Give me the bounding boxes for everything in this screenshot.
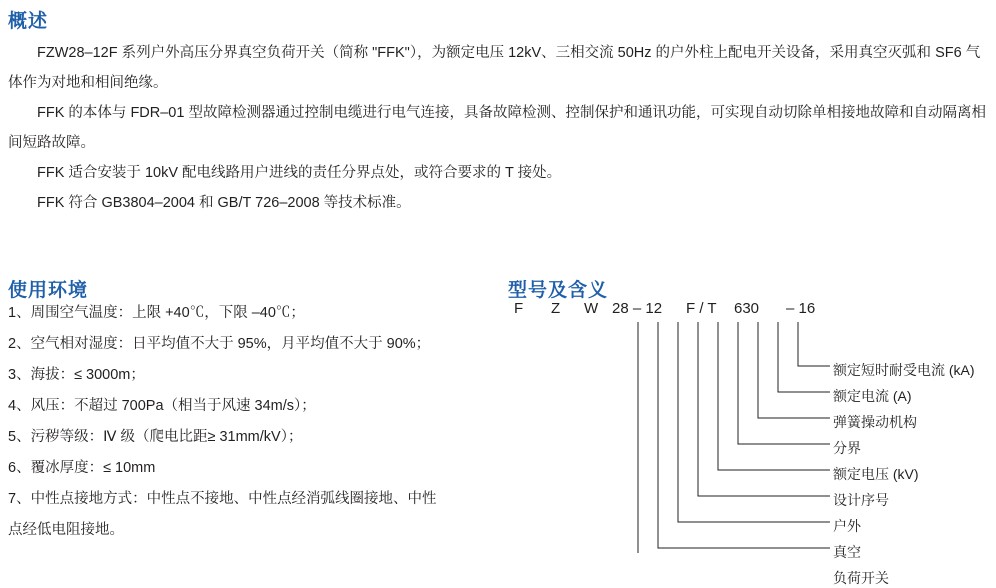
model-code-part-16: – 16 <box>786 300 816 317</box>
model-code-part-ft: F / T <box>686 300 717 317</box>
legend-item: 设计序号 <box>833 492 889 508</box>
list-item: 1、周围空气温度：上限 +40℃，下限 –40℃； <box>8 305 305 321</box>
overview-paragraph: FFK 符合 GB3804–2004 和 GB/T 726–2008 等技术标准。 <box>37 195 411 211</box>
environment-section-title: 使用环境 <box>8 280 89 301</box>
legend-item: 分界 <box>833 440 861 456</box>
legend-item: 真空 <box>833 544 861 560</box>
list-item: 3、海拔：≤ 3000m； <box>8 367 145 383</box>
legend-item: 额定电流 (A) <box>833 388 912 404</box>
list-item: 6、覆冰厚度：≤ 10mm <box>8 460 156 476</box>
overview-body <box>8 38 988 218</box>
list-item: 5、污秽等级：Ⅳ 级（爬电比距≥ 31mm/kV）； <box>8 429 303 445</box>
overview-section-title: 概述 <box>8 11 49 32</box>
model-section-title: 型号及含义 <box>508 280 609 301</box>
model-code-part-2812: 28 – 12 <box>612 300 663 317</box>
legend-item: 户外 <box>833 518 861 534</box>
model-code-part-f: F <box>514 300 524 317</box>
list-item: 点经低电阻接地。 <box>8 522 124 538</box>
legend-item: 弹簧操动机构 <box>833 414 917 430</box>
model-code-part-w: W <box>584 300 599 317</box>
environment-list <box>8 298 488 546</box>
legend-item: 额定电压 (kV) <box>833 466 919 482</box>
model-code-part-630: 630 <box>734 300 760 317</box>
model-code-part-z: Z <box>551 300 561 317</box>
list-item: 7、中性点接地方式：中性点不接地、中性点经消弧线圈接地、中性 <box>8 491 437 507</box>
list-item: 4、风压：不超过 700Pa（相当于风速 34m/s）； <box>8 398 316 414</box>
legend-item: 负荷开关 <box>833 570 889 586</box>
model-legend <box>508 322 996 586</box>
overview-paragraph: FZW28–12F 系列户外高压分界真空负荷开关（简称 "FFK"），为额定电压 12kV、三相交流 50Hz 的户外柱上配电开关设备，采用真空灭弧和 SF6 气体作为对地和相间绝缘。 <box>8 45 981 91</box>
overview-paragraph: FFK 的本体与 FDR–01 型故障检测器通过控制电缆进行电气连接，具备故障检测、控制保护和通讯功能，可实现自动切除单相接地故障和自动隔离相间短路故障。 <box>8 105 986 151</box>
overview-paragraph: FFK 适合安装于 10kV 配电线路用户进线的责任分界点处，或符合要求的 T 接处。 <box>37 165 562 181</box>
list-item: 2、空气相对湿度：日平均值不大于 95%，月平均值不大于 90%； <box>8 336 431 352</box>
legend-item: 额定短时耐受电流 (kA) <box>833 362 975 378</box>
